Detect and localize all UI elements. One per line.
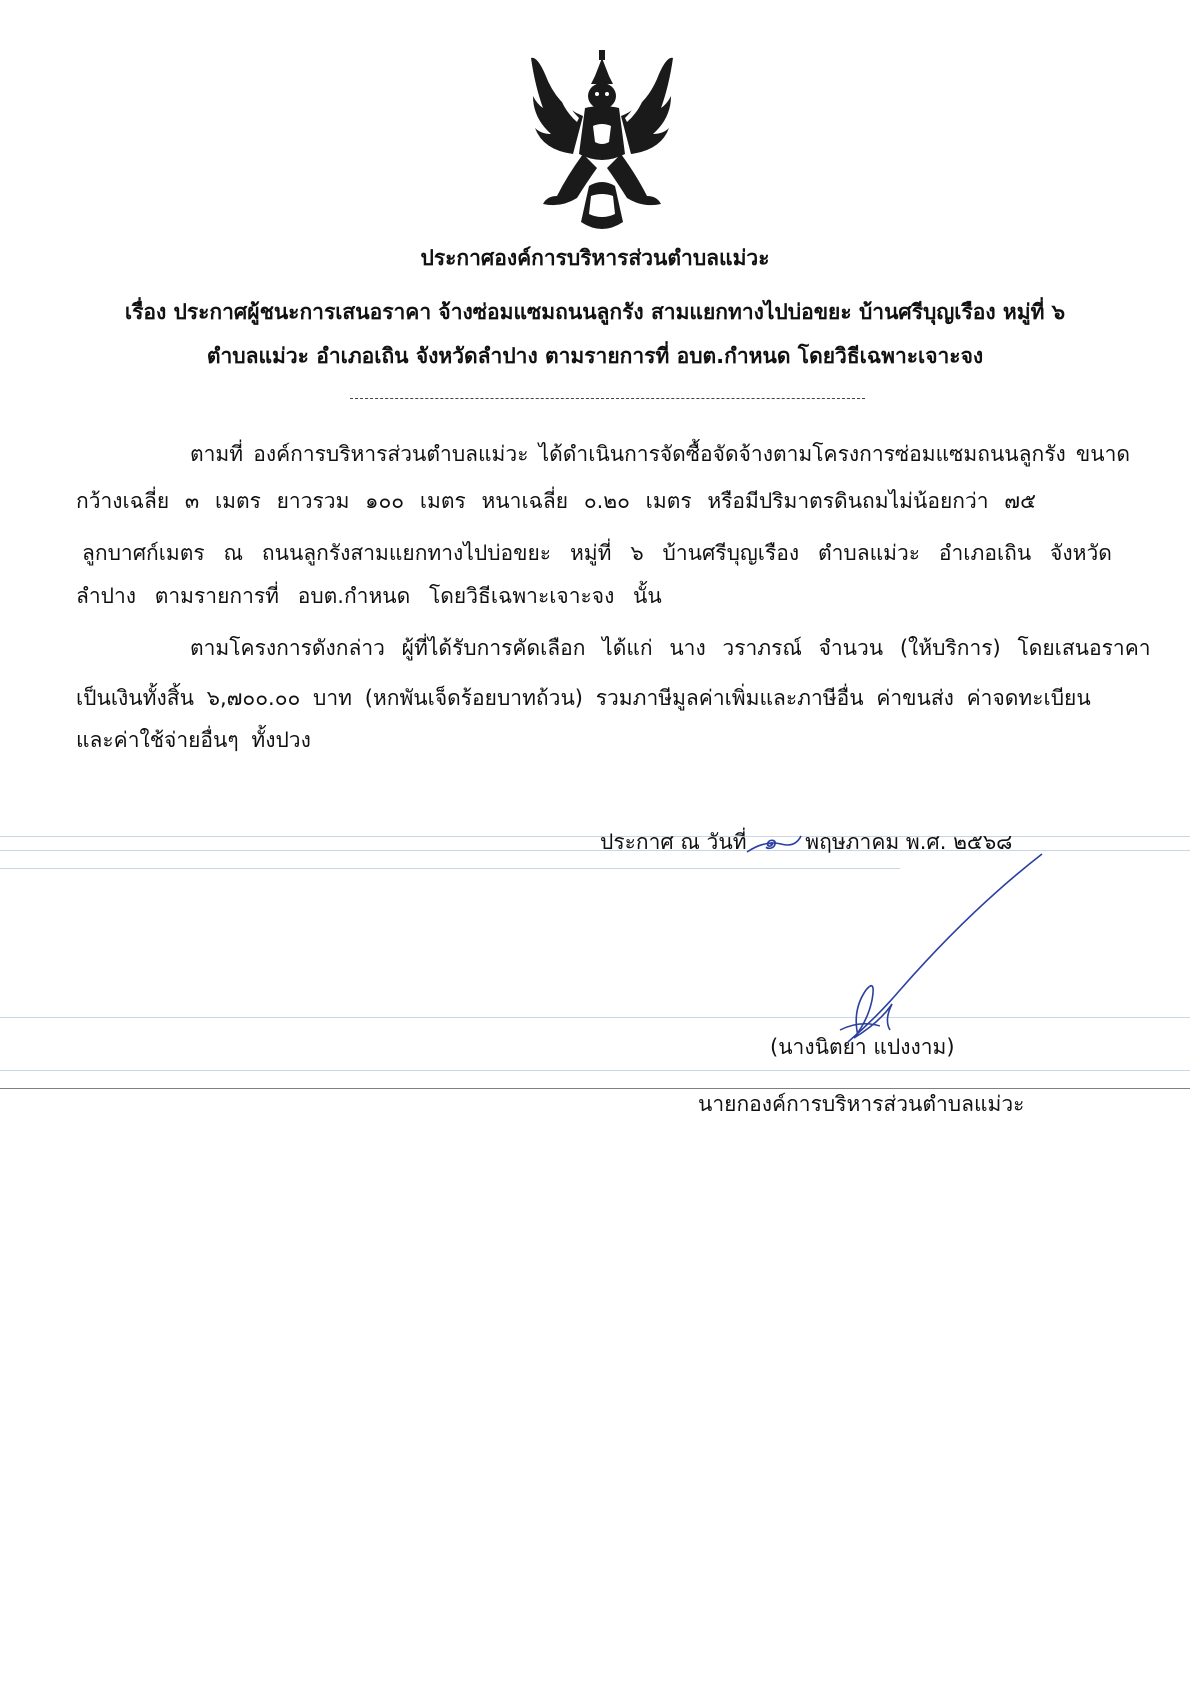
org-heading: ประกาศองค์การบริหารส่วนตำบลแม่วะ (420, 246, 770, 270)
date-day: ๑ (763, 830, 777, 854)
subject-line-1: เรื่อง ประกาศผู้ชนะการเสนอราคา จ้างซ่อมแซมถนนลูกรัง สามแยกทางไปบ่อขยะ บ้านศรีบุญเรือง หมู่ที่ ๖ (124, 300, 1066, 324)
paragraph-2-line-3: และค่าใช้จ่ายอื่นๆ ทั้งปวง (76, 728, 311, 752)
subject-line-2: ตำบลแม่วะ อำเภอเถิน จังหวัดลำปาง ตามรายการที่ อบต.กำหนด โดยวิธีเฉพาะเจาะจง (206, 344, 984, 368)
date-underline-stroke (745, 822, 805, 858)
paragraph-1-line-3: ลูกบาศก์เมตร ณ ถนนลูกรังสามแยกทางไปบ่อขยะ หมู่ที่ ๖ บ้านศรีบุญเรือง ตำบลแม่วะ อำเภอเถิน จังหวัด (82, 541, 1112, 565)
scan-artifact-line (0, 868, 900, 869)
signature-stroke (810, 850, 1050, 1050)
paragraph-2-line-2: เป็นเงินทั้งสิ้น ๖,๗๐๐.๐๐ บาท (หกพันเจ็ดร้อยบาทถ้วน) รวมภาษีมูลค่าเพิ่มและภาษีอื่น ค่าขนส่ง ค่าจดทะเบียน (76, 686, 1091, 710)
dashed-separator (350, 398, 865, 399)
signatory-name: (นางนิตยา แปงงาม) (770, 1035, 955, 1059)
paragraph-1-line-1: ตามที่ องค์การบริหารส่วนตำบลแม่วะ ได้ดำเนินการจัดซื้อจัดจ้างตามโครงการซ่อมแซมถนนลูกรัง ขนาด (190, 442, 1130, 466)
signatory-title: นายกองค์การบริหารส่วนตำบลแม่วะ (698, 1092, 1025, 1116)
date-prefix: ประกาศ ณ วันที่ (600, 830, 747, 854)
paragraph-2-line-1: ตามโครงการดังกล่าว ผู้ที่ได้รับการคัดเลือก ได้แก่ นาง วราภรณ์ จำนวน (ให้บริการ) โดยเสนอราคา (190, 636, 1151, 660)
date-suffix: พฤษภาคม พ.ศ. ๒๕๖๘ (805, 830, 1013, 854)
paragraph-1-line-4: ลำปาง ตามรายการที่ อบต.กำหนด โดยวิธีเฉพาะเจาะจง นั้น (76, 584, 662, 608)
paragraph-1-line-2: กว้างเฉลี่ย ๓ เมตร ยาวรวม ๑๐๐ เมตร หนาเฉลี่ย ๐.๒๐ เมตร หรือมีปริมาตรดินถมไม่น้อยกว่า ๗๕ (76, 489, 1036, 513)
scan-artifact-line (0, 1070, 1190, 1071)
garuda-emblem-icon (527, 46, 677, 236)
